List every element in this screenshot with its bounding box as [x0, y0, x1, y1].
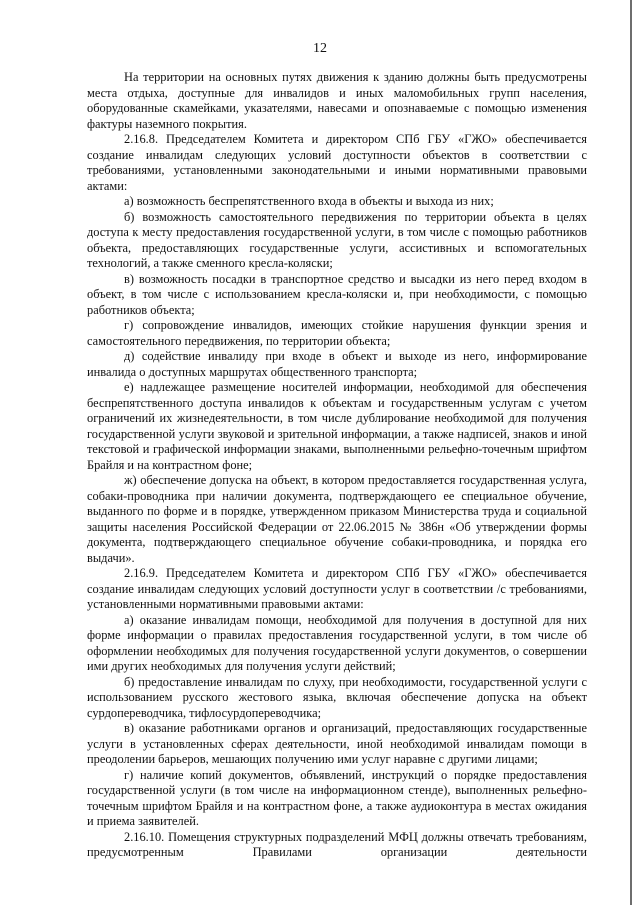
paragraph-2-16-9-a: а) оказание инвалидам помощи, необходимой для получения в доступной для них форме информации о правилах предоставления государственной услуги, в том числе об оформлении необходимых для получения государственной услуги документов, о совершении ими других необходимых для получения услуги действий; [87, 612, 587, 673]
paragraph-2-16-9-b: б) предоставление инвалидам по слуху, при необходимости, государственной услуги с использованием русского жестового языка, включая обеспечение допуска на объект сурдопереводчика, тифлосурдопереводчика; [87, 674, 587, 720]
paragraph-2-16-9: 2.16.9. Председателем Комитета и директором СПб ГБУ «ГЖО» обеспечивается создание инвалидам следующих условий доступности услуг в соответствии /с требованиями, установленными нормативными правовыми актами: [87, 566, 587, 611]
paragraph-2-16-8-e: е) надлежащее размещение носителей информации, необходимой для обеспечения беспрепятственного доступа инвалидов к объектам и государственным услугам с учетом ограничений их жизнедеятельности, в том числе дублирование необходимой для получения государственной услуги звуковой и зрительной информации, а также надписей, знаков и иной текстовой и графической информации знаками, выполненными рельефно-точечным шрифтом Брайля и на контрастном фоне; [87, 380, 587, 472]
paragraph-2-16-8-zh: ж) обеспечение допуска на объект, в котором предоставляется государственная услуга, собаки-проводника при наличии документа, подтверждающего ее специальное обучение, выданного по форме и в порядке, утвержденном приказом Министерства труда и социальной защиты населения Российской Федерации от 22.06.2015 № 386н «Об утверждении формы документа, подтверждающего специальное обучение собаки-проводника, и порядка его выдачи». [87, 473, 587, 565]
paragraph-2-16-10: 2.16.10. Помещения структурных подразделений МФЦ должны отвечать требованиям, предусмотренным Правилами организации деятельности [87, 829, 587, 859]
paragraph-2-16-8-a: а) возможность беспрепятственного входа в объекты и выхода из них; [124, 194, 494, 208]
paragraph-2-16-8-g: г) сопровождение инвалидов, имеющих стойкие нарушения функции зрения и самостоятельного передвижения, по территории объекта; [87, 318, 587, 348]
paragraph-2-16-9-g: г) наличие копий документов, объявлений, инструкций о порядке предоставления государственной услуги (в том числе на информационном стенде), выполненных рельефно-точечным шрифтом Брайля и на контрастном фоне, а также аудиоконтура в местах ожидания и приема заявителей. [87, 767, 587, 828]
scan-edge-line [630, 0, 632, 905]
paragraph-rest-areas: На территории на основных путях движения к зданию должны быть предусмотрены места отдыха, доступные для инвалидов и иных маломобильных групп населения, оборудованные скамейками, указателями, навесами и опознаваемые с помощью изменения фактуры наземного покрытия. [87, 70, 587, 131]
paragraph-2-16-8-v: в) возможность посадки в транспортное средство и высадки из него перед входом в объект, в том числе с использованием кресла-коляски и, при необходимости, с помощью работников объекта; [87, 271, 587, 317]
paragraph-2-16-9-v: в) оказание работниками органов и организаций, предоставляющих государственные услуги в установленных сферах деятельности, иной необходимой инвалидам помощи в преодолении барьеров, мешающих получению ими услуг наравне с другими лицами; [87, 721, 587, 766]
paragraph-2-16-8-b: б) возможность самостоятельного передвижения по территории объекта в целях доступа к месту предоставления государственной услуги, в том числе с помощью работников объекта, предоставляющих государственные услуги, ассистивных и вспомогательных технологий, а также сменного кресла-коляски; [87, 209, 587, 270]
paragraph-2-16-8: 2.16.8. Председателем Комитета и директором СПб ГБУ «ГЖО» обеспечивается создание инвалидам следующих условий доступности объектов в соответствии с требованиями, установленными законодательными и иными нормативными правовыми актами: [87, 132, 587, 193]
paragraph-2-16-8-d: д) содействие инвалиду при входе в объект и выходе из него, информирование инвалида о доступных маршрутах общественного транспорта; [87, 349, 587, 379]
page-number: 12 [313, 41, 327, 56]
document-body [87, 70, 587, 861]
